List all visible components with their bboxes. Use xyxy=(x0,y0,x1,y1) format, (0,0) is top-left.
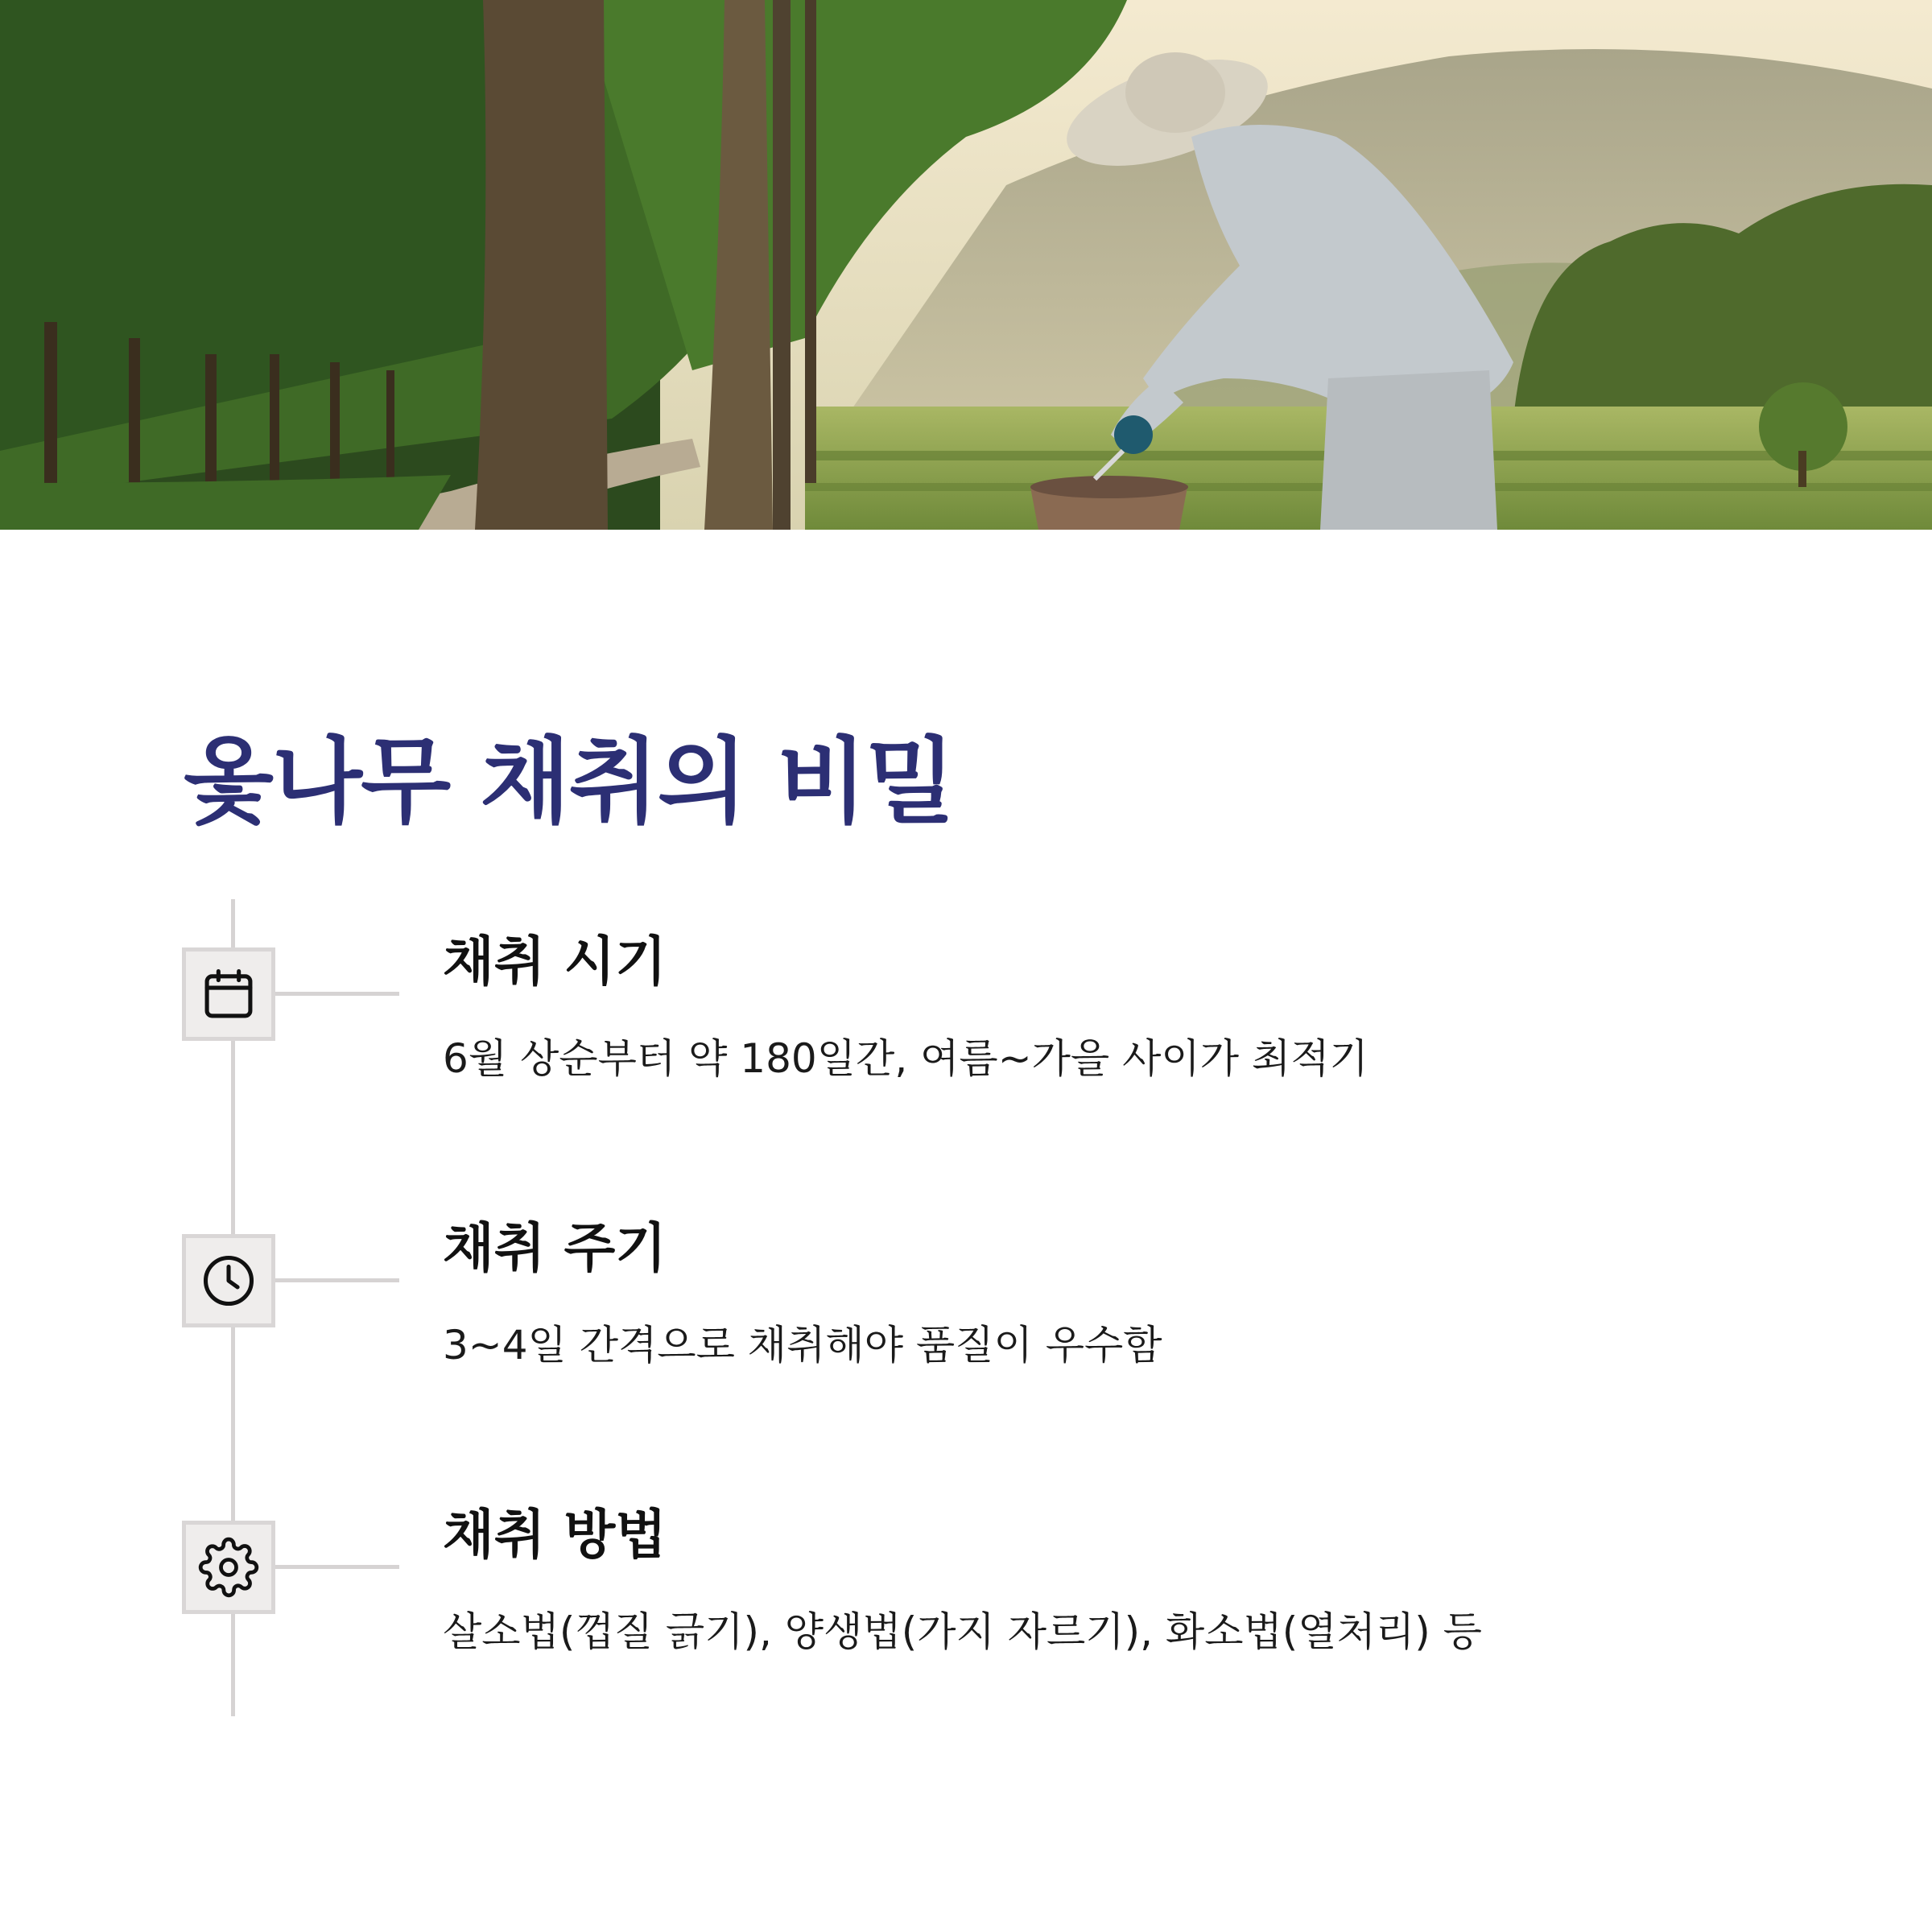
step-description: 3~4일 간격으로 채취해야 품질이 우수함 xyxy=(443,1322,1162,1368)
calendar-icon xyxy=(198,964,259,1025)
step-icon-box xyxy=(182,1521,275,1614)
clock-icon xyxy=(198,1250,259,1311)
farmer-harvesting-photo xyxy=(0,0,1932,530)
step-connector xyxy=(275,1565,399,1569)
gear-icon xyxy=(198,1537,259,1598)
step-connector xyxy=(275,992,399,996)
step-heading: 채취 주기 xyxy=(443,1217,667,1279)
step-connector xyxy=(275,1278,399,1282)
step-heading: 채취 시기 xyxy=(443,931,667,993)
page-title: 옻나무 채취의 비밀 xyxy=(184,728,955,836)
step-harvest-timing xyxy=(0,899,1932,1082)
step-harvest-method xyxy=(0,1472,1932,1655)
step-description: 6월 상순부터 약 180일간, 여름~가을 사이가 최적기 xyxy=(443,1035,1368,1082)
step-description: 살소법(껍질 긁기), 양생법(가지 자르기), 화소법(열처리) 등 xyxy=(443,1608,1482,1655)
step-icon-box xyxy=(182,947,275,1041)
hero-image xyxy=(0,0,1932,530)
step-heading: 채취 방법 xyxy=(443,1504,667,1566)
step-icon-box xyxy=(182,1234,275,1327)
step-harvest-cycle xyxy=(0,1186,1932,1368)
